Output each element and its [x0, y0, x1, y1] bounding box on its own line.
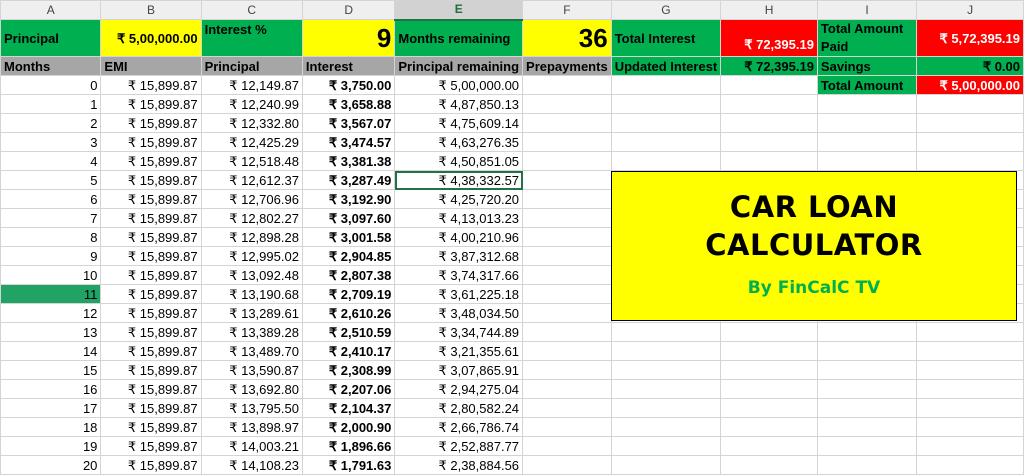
cell-emi[interactable]: ₹ 15,899.87: [101, 342, 201, 361]
cell-principal[interactable]: ₹ 14,003.21: [201, 437, 302, 456]
cell-empty[interactable]: [817, 342, 916, 361]
column-header[interactable]: C: [201, 1, 302, 20]
column-header[interactable]: D: [302, 1, 394, 20]
months-remaining-label[interactable]: Months remaining: [395, 20, 523, 57]
cell-principal[interactable]: ₹ 13,898.97: [201, 418, 302, 437]
cell-interest[interactable]: ₹ 3,567.07: [302, 114, 394, 133]
cell-empty[interactable]: [917, 418, 1024, 437]
cell-month[interactable]: 16: [1, 380, 101, 399]
table-row: [1, 114, 1024, 133]
principal-value[interactable]: ₹ 5,00,000.00: [101, 20, 201, 57]
cell-empty[interactable]: [611, 114, 721, 133]
cell-month[interactable]: 11: [1, 285, 101, 304]
cell-empty[interactable]: [817, 95, 916, 114]
cell-empty[interactable]: [611, 342, 721, 361]
cell-empty[interactable]: [611, 76, 721, 95]
cell-principal-remaining[interactable]: ₹ 4,13,013.23: [395, 209, 523, 228]
column-header[interactable]: H: [721, 1, 818, 20]
summary-row: [1, 20, 1024, 57]
cell-prepayment[interactable]: [523, 399, 612, 418]
header-prepayments[interactable]: Prepayments: [523, 57, 612, 76]
cell-prepayment[interactable]: [523, 171, 612, 190]
cell-interest[interactable]: ₹ 2,308.99: [302, 361, 394, 380]
column-header[interactable]: I: [817, 1, 916, 20]
cell-month[interactable]: 0: [1, 76, 101, 95]
cell-month[interactable]: 8: [1, 228, 101, 247]
header-principal[interactable]: Principal: [201, 57, 302, 76]
cell-principal[interactable]: ₹ 13,489.70: [201, 342, 302, 361]
cell-prepayment[interactable]: [523, 209, 612, 228]
cell-prepayment[interactable]: [523, 437, 612, 456]
cell-emi[interactable]: ₹ 15,899.87: [101, 285, 201, 304]
cell-empty[interactable]: [721, 399, 818, 418]
table-row: [1, 380, 1024, 399]
total-interest-value[interactable]: ₹ 72,395.19: [721, 20, 818, 57]
cell-empty[interactable]: [817, 133, 916, 152]
cell-empty[interactable]: [611, 380, 721, 399]
cell-emi[interactable]: ₹ 15,899.87: [101, 304, 201, 323]
cell-principal-remaining[interactable]: ₹ 2,52,887.77: [395, 437, 523, 456]
cell-empty[interactable]: [917, 361, 1024, 380]
table-row: [1, 133, 1024, 152]
total-amount-paid-value[interactable]: ₹ 5,72,395.19: [917, 20, 1024, 57]
cell-empty[interactable]: [721, 95, 818, 114]
cell-empty[interactable]: [817, 152, 916, 171]
cell-month[interactable]: 6: [1, 190, 101, 209]
cell-month[interactable]: 3: [1, 133, 101, 152]
cell-empty[interactable]: [917, 342, 1024, 361]
cell-empty[interactable]: [917, 323, 1024, 342]
cell-principal[interactable]: ₹ 13,289.61: [201, 304, 302, 323]
cell-empty[interactable]: [611, 437, 721, 456]
cell-principal[interactable]: ₹ 13,190.68: [201, 285, 302, 304]
cell-principal[interactable]: ₹ 13,389.28: [201, 323, 302, 342]
cell-principal-remaining[interactable]: ₹ 5,00,000.00: [395, 76, 523, 95]
cell-interest[interactable]: ₹ 2,000.90: [302, 418, 394, 437]
cell-prepayment[interactable]: [523, 247, 612, 266]
total-amount-paid-label[interactable]: Total Amount Paid: [817, 20, 916, 57]
cell-interest[interactable]: ₹ 2,510.59: [302, 323, 394, 342]
cell-prepayment[interactable]: [523, 285, 612, 304]
cell-empty[interactable]: [611, 399, 721, 418]
header-months[interactable]: Months: [1, 57, 101, 76]
cell-month[interactable]: 19: [1, 437, 101, 456]
cell-empty[interactable]: [721, 380, 818, 399]
table-row: [1, 342, 1024, 361]
column-header[interactable]: G: [611, 1, 721, 20]
table-row: [1, 95, 1024, 114]
cell-principal-remaining[interactable]: ₹ 2,80,582.24: [395, 399, 523, 418]
cell-emi[interactable]: ₹ 15,899.87: [101, 95, 201, 114]
table-row: [1, 418, 1024, 437]
cell-principal[interactable]: ₹ 12,612.37: [201, 171, 302, 190]
cell-empty[interactable]: [817, 380, 916, 399]
cell-emi[interactable]: ₹ 15,899.87: [101, 399, 201, 418]
banner-subtitle: By FinCalC TV: [747, 278, 881, 298]
cell-month[interactable]: 14: [1, 342, 101, 361]
updated-interest-label[interactable]: Updated Interest: [611, 57, 721, 76]
header-principal-remaining[interactable]: Principal remaining: [395, 57, 523, 76]
interest-value[interactable]: 9: [302, 20, 394, 57]
total-amount-label[interactable]: Total Amount: [817, 76, 916, 95]
banner-title-line2: CALCULATOR: [705, 228, 923, 262]
cell-interest[interactable]: ₹ 2,104.37: [302, 399, 394, 418]
title-banner[interactable]: [611, 171, 1017, 321]
cell-principal-remaining[interactable]: ₹ 4,87,850.13: [395, 95, 523, 114]
cell-prepayment[interactable]: [523, 190, 612, 209]
cell-principal-remaining[interactable]: ₹ 2,94,275.04: [395, 380, 523, 399]
cell-prepayment[interactable]: [523, 380, 612, 399]
cell-empty[interactable]: [721, 114, 818, 133]
table-header-row: [1, 57, 1024, 76]
cell-empty[interactable]: [721, 342, 818, 361]
savings-label[interactable]: Savings: [817, 57, 916, 76]
cell-principal[interactable]: ₹ 12,149.87: [201, 76, 302, 95]
column-header-row: [1, 1, 1024, 20]
cell-principal[interactable]: ₹ 12,240.99: [201, 95, 302, 114]
cell-empty[interactable]: [721, 133, 818, 152]
cell-empty[interactable]: [917, 399, 1024, 418]
cell-interest[interactable]: ₹ 2,207.06: [302, 380, 394, 399]
cell-emi[interactable]: ₹ 15,899.87: [101, 418, 201, 437]
cell-empty[interactable]: [917, 152, 1024, 171]
cell-interest[interactable]: ₹ 2,807.38: [302, 266, 394, 285]
cell-principal[interactable]: ₹ 14,108.23: [201, 456, 302, 475]
header-interest[interactable]: Interest: [302, 57, 394, 76]
cell-empty[interactable]: [817, 437, 916, 456]
cell-month[interactable]: 18: [1, 418, 101, 437]
column-header[interactable]: F: [523, 1, 612, 20]
cell-empty[interactable]: [721, 152, 818, 171]
cell-prepayment[interactable]: [523, 266, 612, 285]
cell-principal[interactable]: ₹ 13,590.87: [201, 361, 302, 380]
cell-principal-remaining[interactable]: ₹ 4,63,276.35: [395, 133, 523, 152]
cell-principal[interactable]: ₹ 13,092.48: [201, 266, 302, 285]
cell-empty[interactable]: [611, 323, 721, 342]
cell-emi[interactable]: ₹ 15,899.87: [101, 171, 201, 190]
months-remaining-value[interactable]: 36: [523, 20, 612, 57]
updated-interest-value[interactable]: ₹ 72,395.19: [721, 57, 818, 76]
cell-principal[interactable]: ₹ 13,795.50: [201, 399, 302, 418]
cell-empty[interactable]: [611, 361, 721, 380]
table-row: [1, 76, 1024, 95]
cell-empty[interactable]: [721, 361, 818, 380]
header-emi[interactable]: EMI: [101, 57, 201, 76]
cell-month[interactable]: 20: [1, 456, 101, 475]
cell-empty[interactable]: [721, 418, 818, 437]
banner-title-line1: CAR LOAN: [729, 190, 899, 224]
cell-interest[interactable]: ₹ 3,192.90: [302, 190, 394, 209]
cell-emi[interactable]: ₹ 15,899.87: [101, 361, 201, 380]
cell-interest[interactable]: ₹ 2,904.85: [302, 247, 394, 266]
cell-principal[interactable]: ₹ 12,898.28: [201, 228, 302, 247]
cell-month[interactable]: 9: [1, 247, 101, 266]
cell-interest[interactable]: ₹ 1,896.66: [302, 437, 394, 456]
cell-emi[interactable]: ₹ 15,899.87: [101, 380, 201, 399]
cell-principal-remaining[interactable]: ₹ 3,21,355.61: [395, 342, 523, 361]
cell-principal[interactable]: ₹ 12,995.02: [201, 247, 302, 266]
cell-emi[interactable]: ₹ 15,899.87: [101, 228, 201, 247]
cell-empty[interactable]: [721, 323, 818, 342]
cell-principal-remaining[interactable]: ₹ 2,38,884.56: [395, 456, 523, 475]
cell-principal-remaining[interactable]: ₹ 3,34,744.89: [395, 323, 523, 342]
cell-principal-remaining[interactable]: ₹ 3,61,225.18: [395, 285, 523, 304]
column-header-selected[interactable]: E: [395, 1, 523, 20]
cell-prepayment[interactable]: [523, 76, 612, 95]
cell-emi[interactable]: ₹ 15,899.87: [101, 437, 201, 456]
column-header[interactable]: A: [1, 1, 101, 20]
cell-empty[interactable]: [917, 380, 1024, 399]
cell-month[interactable]: 13: [1, 323, 101, 342]
cell-principal-remaining[interactable]: ₹ 3,74,317.66: [395, 266, 523, 285]
table-row: [1, 152, 1024, 171]
cell-prepayment[interactable]: [523, 361, 612, 380]
cell-month[interactable]: 12: [1, 304, 101, 323]
cell-empty[interactable]: [917, 95, 1024, 114]
table-row: [1, 323, 1024, 342]
cell-principal-remaining[interactable]: ₹ 4,25,720.20: [395, 190, 523, 209]
cell-month[interactable]: 1: [1, 95, 101, 114]
cell-empty[interactable]: [721, 437, 818, 456]
cell-empty[interactable]: [611, 152, 721, 171]
cell-principal-remaining[interactable]: ₹ 2,66,786.74: [395, 418, 523, 437]
cell-prepayment[interactable]: [523, 323, 612, 342]
cell-empty[interactable]: [817, 361, 916, 380]
cell-interest[interactable]: ₹ 3,287.49: [302, 171, 394, 190]
cell-interest[interactable]: ₹ 3,001.58: [302, 228, 394, 247]
cell-principal-remaining[interactable]: ₹ 3,48,034.50: [395, 304, 523, 323]
cell-principal-remaining[interactable]: ₹ 4,75,609.14: [395, 114, 523, 133]
cell-emi[interactable]: ₹ 15,899.87: [101, 247, 201, 266]
interest-label[interactable]: Interest %: [201, 20, 302, 57]
cell-principal[interactable]: ₹ 12,518.48: [201, 152, 302, 171]
cell-prepayment[interactable]: [523, 114, 612, 133]
cell-principal[interactable]: ₹ 12,802.27: [201, 209, 302, 228]
cell-principal-remaining[interactable]: ₹ 4,00,210.96: [395, 228, 523, 247]
cell-interest[interactable]: ₹ 3,474.57: [302, 133, 394, 152]
table-row: [1, 437, 1024, 456]
cell-empty[interactable]: [721, 76, 818, 95]
cell-principal-remaining[interactable]: ₹ 3,07,865.91: [395, 361, 523, 380]
cell-emi[interactable]: ₹ 15,899.87: [101, 456, 201, 475]
cell-emi[interactable]: ₹ 15,899.87: [101, 152, 201, 171]
cell-interest[interactable]: ₹ 2,610.26: [302, 304, 394, 323]
table-row: [1, 361, 1024, 380]
cell-principal-remaining[interactable]: ₹ 4,50,851.05: [395, 152, 523, 171]
cell-interest[interactable]: ₹ 3,750.00: [302, 76, 394, 95]
cell-principal-remaining[interactable]: ₹ 4,38,332.57: [395, 171, 523, 190]
cell-empty[interactable]: [917, 114, 1024, 133]
cell-principal[interactable]: ₹ 13,692.80: [201, 380, 302, 399]
cell-empty[interactable]: [817, 323, 916, 342]
cell-interest[interactable]: ₹ 3,097.60: [302, 209, 394, 228]
cell-emi[interactable]: ₹ 15,899.87: [101, 190, 201, 209]
cell-interest[interactable]: ₹ 3,658.88: [302, 95, 394, 114]
total-amount-value[interactable]: ₹ 5,00,000.00: [917, 76, 1024, 95]
cell-empty[interactable]: [611, 133, 721, 152]
cell-prepayment[interactable]: [523, 418, 612, 437]
cell-empty[interactable]: [917, 437, 1024, 456]
cell-month[interactable]: 17: [1, 399, 101, 418]
cell-empty[interactable]: [817, 418, 916, 437]
cell-empty[interactable]: [817, 399, 916, 418]
cell-empty[interactable]: [917, 133, 1024, 152]
cell-emi[interactable]: ₹ 15,899.87: [101, 266, 201, 285]
table-row: [1, 399, 1024, 418]
cell-principal-remaining[interactable]: ₹ 3,87,312.68: [395, 247, 523, 266]
cell-month[interactable]: 7: [1, 209, 101, 228]
cell-interest[interactable]: ₹ 2,709.19: [302, 285, 394, 304]
principal-label[interactable]: Principal: [1, 20, 101, 57]
cell-prepayment[interactable]: [523, 304, 612, 323]
total-interest-label[interactable]: Total Interest: [611, 20, 721, 57]
cell-prepayment[interactable]: [523, 95, 612, 114]
cell-principal[interactable]: ₹ 12,425.29: [201, 133, 302, 152]
cell-emi[interactable]: ₹ 15,899.87: [101, 323, 201, 342]
cell-month[interactable]: 2: [1, 114, 101, 133]
cell-principal[interactable]: ₹ 12,706.96: [201, 190, 302, 209]
cell-emi[interactable]: ₹ 15,899.87: [101, 76, 201, 95]
cell-principal[interactable]: ₹ 12,332.80: [201, 114, 302, 133]
column-header[interactable]: B: [101, 1, 201, 20]
savings-value[interactable]: ₹ 0.00: [917, 57, 1024, 76]
cell-interest[interactable]: ₹ 3,381.38: [302, 152, 394, 171]
cell-empty[interactable]: [611, 95, 721, 114]
cell-interest[interactable]: ₹ 2,410.17: [302, 342, 394, 361]
cell-emi[interactable]: ₹ 15,899.87: [101, 114, 201, 133]
cell-empty[interactable]: [817, 114, 916, 133]
cell-prepayment[interactable]: [523, 342, 612, 361]
column-header[interactable]: J: [917, 1, 1024, 20]
cell-prepayment[interactable]: [523, 133, 612, 152]
cell-month[interactable]: 15: [1, 361, 101, 380]
cell-emi[interactable]: ₹ 15,899.87: [101, 209, 201, 228]
cell-interest[interactable]: ₹ 1,791.63: [302, 456, 394, 475]
cell-month[interactable]: 4: [1, 152, 101, 171]
cell-month[interactable]: 5: [1, 171, 101, 190]
cell-prepayment[interactable]: [523, 152, 612, 171]
cell-emi[interactable]: ₹ 15,899.87: [101, 133, 201, 152]
cell-month[interactable]: 10: [1, 266, 101, 285]
cell-prepayment[interactable]: [523, 228, 612, 247]
cell-empty[interactable]: [611, 418, 721, 437]
